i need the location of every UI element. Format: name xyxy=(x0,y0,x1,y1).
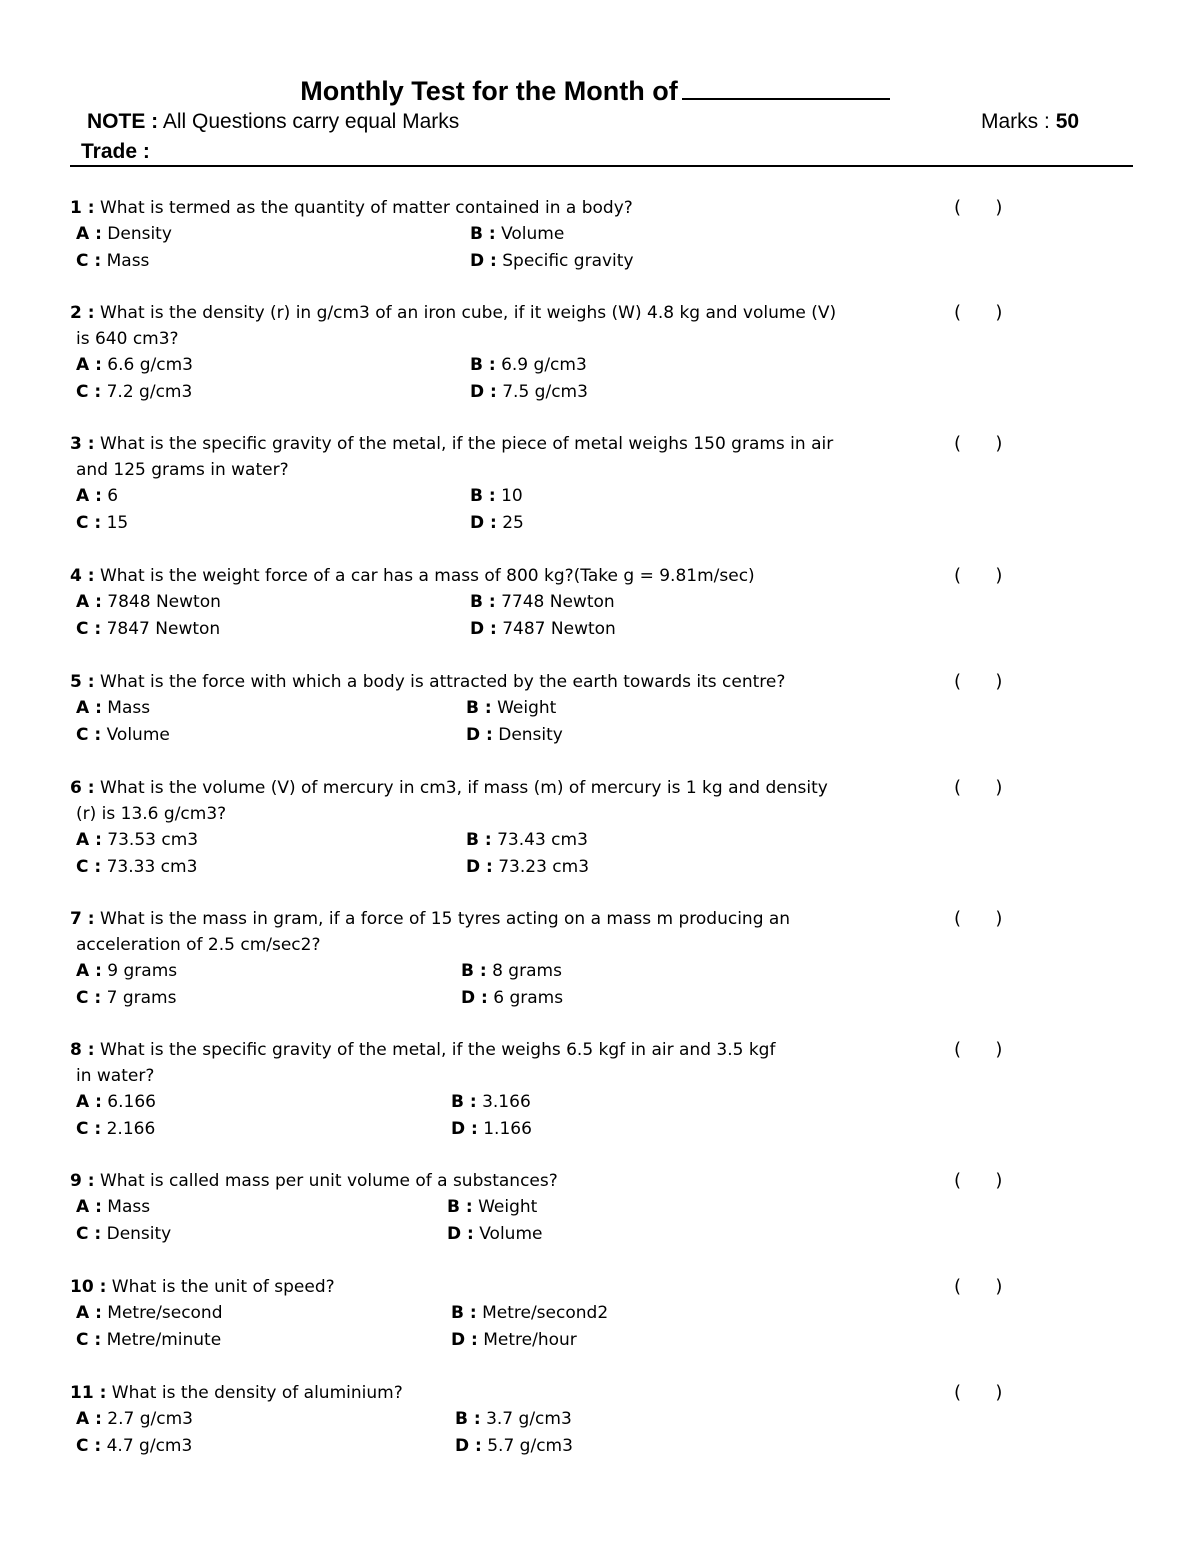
question-text-continuation: is 640 cm3? xyxy=(76,329,179,349)
option-c xyxy=(76,510,128,536)
option-b xyxy=(466,695,556,721)
option-c xyxy=(76,985,176,1011)
option-text: 7848 Newton xyxy=(101,592,221,612)
option-a xyxy=(76,589,221,615)
option-label: D : xyxy=(451,1119,478,1139)
header-divider xyxy=(70,165,1133,167)
option-label: A : xyxy=(76,1092,102,1112)
option-text: 7 grams xyxy=(101,988,177,1008)
option-text: 73.43 cm3 xyxy=(491,830,588,850)
option-text: 4.7 g/cm3 xyxy=(101,1436,193,1456)
question-number: 2 : xyxy=(70,303,95,323)
option-label: D : xyxy=(470,619,497,639)
option-text: Mass xyxy=(101,251,150,271)
option-d xyxy=(461,985,563,1011)
question-number: 8 : xyxy=(70,1040,95,1060)
option-label: C : xyxy=(76,988,102,1008)
option-label: B : xyxy=(447,1197,473,1217)
option-d xyxy=(451,1116,532,1142)
question-number: 9 : xyxy=(70,1171,95,1191)
option-label: A : xyxy=(76,486,102,506)
option-a xyxy=(76,1300,223,1326)
question-number: 3 : xyxy=(70,434,95,454)
option-label: C : xyxy=(76,1436,102,1456)
question-number: 10 : xyxy=(70,1277,107,1297)
question-text xyxy=(70,431,833,457)
question-number: 5 : xyxy=(70,672,95,692)
option-label: B : xyxy=(470,592,496,612)
question-text-continuation: and 125 grams in water? xyxy=(76,460,289,480)
question-text-continuation: acceleration of 2.5 cm/sec2? xyxy=(76,935,321,955)
option-label: A : xyxy=(76,698,102,718)
question-text xyxy=(70,300,836,326)
option-c xyxy=(76,616,220,642)
option-label: D : xyxy=(470,513,497,533)
option-a xyxy=(76,483,118,509)
question-text-line: What is termed as the quantity of matter contained in a body? xyxy=(94,198,633,218)
question-text xyxy=(70,775,828,801)
option-b xyxy=(470,221,564,247)
option-label: A : xyxy=(76,1409,102,1429)
option-text: Volume xyxy=(495,224,565,244)
question-text-line: What is the density (r) in g/cm3 of an iron cube, if it weighs (W) 4.8 kg and volume (V) xyxy=(94,303,837,323)
trade-label: Trade : xyxy=(81,140,150,163)
option-label: C : xyxy=(76,857,102,877)
option-label: C : xyxy=(76,382,102,402)
option-label: D : xyxy=(455,1436,482,1456)
option-label: A : xyxy=(76,592,102,612)
question-number: 7 : xyxy=(70,909,95,929)
option-label: B : xyxy=(470,224,496,244)
answer-bracket: ( ) xyxy=(954,197,1003,218)
option-text: Volume xyxy=(101,725,170,745)
option-d xyxy=(455,1433,573,1459)
option-text: 6 xyxy=(101,486,119,506)
option-label: D : xyxy=(447,1224,474,1244)
question-text-line: What is the density of aluminium? xyxy=(106,1383,403,1403)
option-a xyxy=(76,352,193,378)
option-label: A : xyxy=(76,961,102,981)
option-label: B : xyxy=(461,961,487,981)
option-d xyxy=(470,379,588,405)
option-text: 73.53 cm3 xyxy=(101,830,199,850)
question-number: 4 : xyxy=(70,566,95,586)
question-text-continuation: in water? xyxy=(76,1066,155,1086)
option-text: 25 xyxy=(496,513,524,533)
option-text: Mass xyxy=(101,698,151,718)
option-c xyxy=(76,248,149,274)
answer-bracket: ( ) xyxy=(954,433,1003,454)
option-label: D : xyxy=(451,1330,478,1350)
option-b xyxy=(455,1406,572,1432)
option-label: B : xyxy=(451,1092,477,1112)
option-label: A : xyxy=(76,355,102,375)
option-text: Density xyxy=(492,725,563,745)
option-text: 2.166 xyxy=(101,1119,156,1139)
option-b xyxy=(470,589,615,615)
option-text: Metre/hour xyxy=(477,1330,577,1350)
option-text: 3.166 xyxy=(476,1092,531,1112)
option-label: C : xyxy=(76,1119,102,1139)
option-text: Volume xyxy=(473,1224,543,1244)
question-text-line: What is the unit of speed? xyxy=(106,1277,335,1297)
option-text: 6.166 xyxy=(101,1092,156,1112)
option-text: Density xyxy=(101,1224,172,1244)
option-d xyxy=(470,616,616,642)
question-text-line: What is the specific gravity of the metal, if the piece of metal weighs 150 grams in air xyxy=(94,434,834,454)
option-text: 10 xyxy=(495,486,523,506)
answer-bracket: ( ) xyxy=(954,1170,1003,1191)
option-b xyxy=(466,827,588,853)
option-c xyxy=(76,722,170,748)
note-label: NOTE : xyxy=(87,110,159,133)
question-text xyxy=(70,563,755,589)
option-label: A : xyxy=(76,1197,102,1217)
option-b xyxy=(451,1089,531,1115)
question-text-continuation: (r) is 13.6 g/cm3? xyxy=(76,804,227,824)
option-text: 6 grams xyxy=(487,988,564,1008)
option-a xyxy=(76,1406,193,1432)
question-text-line: What is the volume (V) of mercury in cm3, if mass (m) of mercury is 1 kg and density xyxy=(94,778,828,798)
option-text: 5.7 g/cm3 xyxy=(481,1436,573,1456)
option-text: Specific gravity xyxy=(496,251,634,271)
option-label: D : xyxy=(466,725,493,745)
question-text-line: What is the weight force of a car has a mass of 800 kg?(Take g = 9.81m/sec) xyxy=(94,566,755,586)
option-c xyxy=(76,1221,171,1247)
option-text: 1.166 xyxy=(477,1119,532,1139)
option-label: C : xyxy=(76,725,102,745)
option-a xyxy=(76,827,198,853)
question-number: 11 : xyxy=(70,1383,107,1403)
option-a xyxy=(76,1194,150,1220)
option-c xyxy=(76,1433,192,1459)
option-d xyxy=(466,854,589,880)
option-label: B : xyxy=(455,1409,481,1429)
question-text-line: What is the force with which a body is attracted by the earth towards its centre? xyxy=(94,672,786,692)
marks-label: Marks : xyxy=(981,110,1050,133)
option-text: Density xyxy=(101,224,172,244)
option-text: 8 grams xyxy=(486,961,562,981)
option-text: 7.5 g/cm3 xyxy=(496,382,588,402)
answer-bracket: ( ) xyxy=(954,908,1003,929)
option-label: B : xyxy=(466,698,492,718)
option-text: 7748 Newton xyxy=(495,592,615,612)
option-d xyxy=(470,248,634,274)
option-d xyxy=(466,722,563,748)
option-label: D : xyxy=(466,857,493,877)
option-c xyxy=(76,1116,155,1142)
option-text: Metre/second2 xyxy=(476,1303,609,1323)
option-label: A : xyxy=(76,224,102,244)
option-label: D : xyxy=(470,382,497,402)
option-b xyxy=(470,352,587,378)
answer-bracket: ( ) xyxy=(954,1039,1003,1060)
question-text xyxy=(70,1380,403,1406)
option-text: Weight xyxy=(472,1197,538,1217)
option-label: A : xyxy=(76,830,102,850)
option-b xyxy=(461,958,562,984)
option-label: B : xyxy=(470,486,496,506)
option-d xyxy=(470,510,524,536)
option-label: C : xyxy=(76,251,102,271)
question-text xyxy=(70,1037,775,1063)
note-line xyxy=(87,108,459,136)
option-c xyxy=(76,1327,221,1353)
question-text xyxy=(70,195,633,221)
option-text: 7487 Newton xyxy=(496,619,616,639)
option-text: 6.9 g/cm3 xyxy=(495,355,587,375)
page-title xyxy=(0,72,1190,109)
option-d xyxy=(447,1221,542,1247)
answer-bracket: ( ) xyxy=(954,1276,1003,1297)
option-a xyxy=(76,695,150,721)
question-text xyxy=(70,1274,335,1300)
question-text-line: What is the specific gravity of the metal, if the weighs 6.5 kgf in air and 3.5 kgf xyxy=(94,1040,776,1060)
option-c xyxy=(76,854,197,880)
marks-value: 50 xyxy=(1055,110,1080,133)
answer-bracket: ( ) xyxy=(954,671,1003,692)
option-label: C : xyxy=(76,513,102,533)
option-label: C : xyxy=(76,1330,102,1350)
answer-bracket: ( ) xyxy=(954,302,1003,323)
option-text: 6.6 g/cm3 xyxy=(101,355,193,375)
option-text: 73.23 cm3 xyxy=(492,857,590,877)
option-text: 7.2 g/cm3 xyxy=(101,382,193,402)
option-text: 73.33 cm3 xyxy=(101,857,198,877)
option-label: B : xyxy=(451,1303,477,1323)
marks-line xyxy=(981,108,1079,136)
option-text: Mass xyxy=(101,1197,151,1217)
option-text: 3.7 g/cm3 xyxy=(480,1409,572,1429)
option-text: Metre/second xyxy=(101,1303,223,1323)
option-a xyxy=(76,1089,156,1115)
option-label: A : xyxy=(76,1303,102,1323)
question-text xyxy=(70,906,790,932)
option-text: 2.7 g/cm3 xyxy=(101,1409,193,1429)
question-text xyxy=(70,669,785,695)
title-text: Monthly Test for the Month of xyxy=(300,76,678,106)
option-b xyxy=(470,483,523,509)
option-text: Metre/minute xyxy=(101,1330,222,1350)
question-text xyxy=(70,1168,558,1194)
option-text: 9 grams xyxy=(101,961,178,981)
option-text: Weight xyxy=(491,698,557,718)
answer-bracket: ( ) xyxy=(954,565,1003,586)
option-c xyxy=(76,379,192,405)
option-label: C : xyxy=(76,619,102,639)
note-text: All Questions carry equal Marks xyxy=(162,110,460,133)
option-label: C : xyxy=(76,1224,102,1244)
option-a xyxy=(76,958,177,984)
question-text-line: What is called mass per unit volume of a substances? xyxy=(94,1171,558,1191)
option-text: 7847 Newton xyxy=(101,619,221,639)
question-number: 6 : xyxy=(70,778,95,798)
answer-bracket: ( ) xyxy=(954,1382,1003,1403)
month-blank-line xyxy=(682,72,890,100)
option-b xyxy=(451,1300,608,1326)
option-text: 15 xyxy=(101,513,129,533)
answer-bracket: ( ) xyxy=(954,777,1003,798)
question-text-line: What is the mass in gram, if a force of 15 tyres acting on a mass m producing an xyxy=(94,909,791,929)
question-number: 1 : xyxy=(70,198,95,218)
option-d xyxy=(451,1327,577,1353)
option-label: D : xyxy=(470,251,497,271)
option-b xyxy=(447,1194,537,1220)
option-label: B : xyxy=(466,830,492,850)
option-label: D : xyxy=(461,988,488,1008)
option-label: B : xyxy=(470,355,496,375)
option-a xyxy=(76,221,172,247)
